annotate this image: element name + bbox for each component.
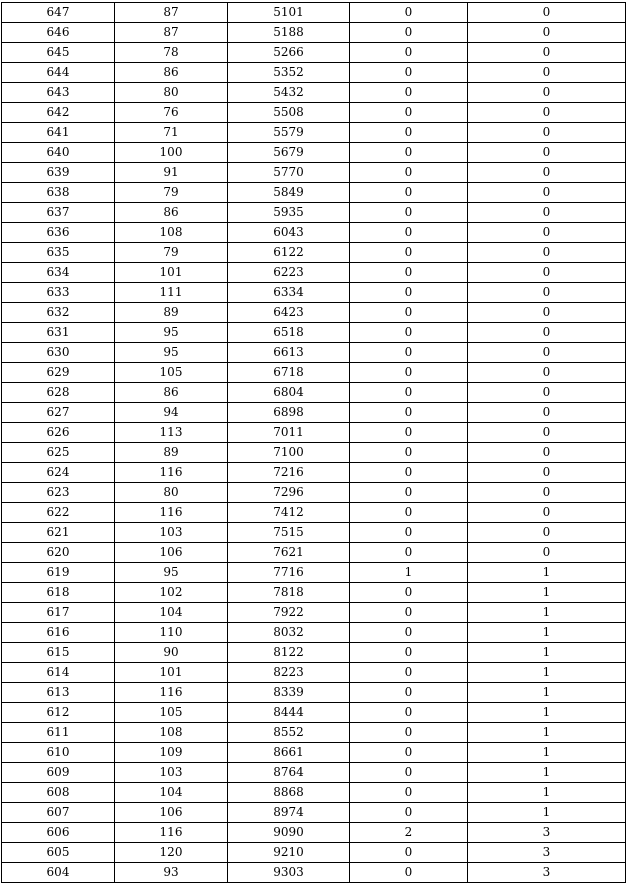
- special-count-cell: 0: [350, 263, 468, 283]
- cumulative-special-cell: 0: [468, 523, 626, 543]
- count-cell: 105: [115, 703, 228, 723]
- count-cell: 106: [115, 543, 228, 563]
- special-count-cell: 0: [350, 343, 468, 363]
- score-cell: 645: [2, 43, 115, 63]
- count-cell: 100: [115, 143, 228, 163]
- cumulative-count-cell: 8339: [228, 683, 350, 703]
- cumulative-count-cell: 5579: [228, 123, 350, 143]
- count-cell: 104: [115, 603, 228, 623]
- table-row: [2, 403, 626, 423]
- count-cell: 101: [115, 663, 228, 683]
- table-row: [2, 863, 626, 883]
- special-count-cell: 0: [350, 623, 468, 643]
- cumulative-count-cell: 5432: [228, 83, 350, 103]
- table-row: [2, 63, 626, 83]
- count-cell: 102: [115, 583, 228, 603]
- cumulative-special-cell: 0: [468, 3, 626, 23]
- table-row: [2, 783, 626, 803]
- special-count-cell: 0: [350, 743, 468, 763]
- cumulative-special-cell: 1: [468, 563, 626, 583]
- score-cell: 605: [2, 843, 115, 863]
- cumulative-count-cell: 7412: [228, 503, 350, 523]
- score-cell: 618: [2, 583, 115, 603]
- table-row: [2, 203, 626, 223]
- cumulative-count-cell: 6223: [228, 263, 350, 283]
- cumulative-special-cell: 1: [468, 703, 626, 723]
- count-cell: 108: [115, 223, 228, 243]
- table-row: [2, 363, 626, 383]
- score-cell: 619: [2, 563, 115, 583]
- count-cell: 101: [115, 263, 228, 283]
- cumulative-special-cell: 0: [468, 363, 626, 383]
- cumulative-count-cell: 8868: [228, 783, 350, 803]
- cumulative-special-cell: 0: [468, 143, 626, 163]
- score-cell: 616: [2, 623, 115, 643]
- score-cell: 641: [2, 123, 115, 143]
- special-count-cell: 0: [350, 43, 468, 63]
- special-count-cell: 0: [350, 63, 468, 83]
- cumulative-special-cell: 0: [468, 203, 626, 223]
- cumulative-special-cell: 0: [468, 183, 626, 203]
- table-row: [2, 843, 626, 863]
- table-row: [2, 423, 626, 443]
- table-row: [2, 303, 626, 323]
- count-cell: 95: [115, 323, 228, 343]
- special-count-cell: 0: [350, 523, 468, 543]
- cumulative-count-cell: 8552: [228, 723, 350, 743]
- cumulative-count-cell: 5352: [228, 63, 350, 83]
- count-cell: 86: [115, 383, 228, 403]
- table-row: [2, 583, 626, 603]
- count-cell: 89: [115, 443, 228, 463]
- score-cell: 609: [2, 763, 115, 783]
- table-row: [2, 823, 626, 843]
- table-row: [2, 663, 626, 683]
- cumulative-special-cell: 1: [468, 623, 626, 643]
- cumulative-special-cell: 0: [468, 83, 626, 103]
- cumulative-special-cell: 0: [468, 323, 626, 343]
- score-cell: 631: [2, 323, 115, 343]
- cumulative-special-cell: 1: [468, 643, 626, 663]
- count-cell: 111: [115, 283, 228, 303]
- cumulative-count-cell: 5188: [228, 23, 350, 43]
- count-cell: 93: [115, 863, 228, 883]
- cumulative-count-cell: 6613: [228, 343, 350, 363]
- table-row: [2, 383, 626, 403]
- cumulative-special-cell: 0: [468, 23, 626, 43]
- special-count-cell: 0: [350, 83, 468, 103]
- count-cell: 116: [115, 463, 228, 483]
- table-row: [2, 703, 626, 723]
- cumulative-count-cell: 6518: [228, 323, 350, 343]
- special-count-cell: 0: [350, 643, 468, 663]
- count-cell: 104: [115, 783, 228, 803]
- count-cell: 116: [115, 503, 228, 523]
- cumulative-count-cell: 5266: [228, 43, 350, 63]
- table-row: [2, 343, 626, 363]
- score-cell: 646: [2, 23, 115, 43]
- special-count-cell: 0: [350, 203, 468, 223]
- special-count-cell: 0: [350, 683, 468, 703]
- cumulative-special-cell: 0: [468, 223, 626, 243]
- special-count-cell: 0: [350, 143, 468, 163]
- score-cell: 617: [2, 603, 115, 623]
- special-count-cell: 0: [350, 603, 468, 623]
- score-cell: 629: [2, 363, 115, 383]
- cumulative-count-cell: 6804: [228, 383, 350, 403]
- score-cell: 622: [2, 503, 115, 523]
- count-cell: 94: [115, 403, 228, 423]
- count-cell: 76: [115, 103, 228, 123]
- cumulative-special-cell: 0: [468, 283, 626, 303]
- table-row: [2, 563, 626, 583]
- table-row: [2, 283, 626, 303]
- count-cell: 87: [115, 3, 228, 23]
- cumulative-special-cell: 0: [468, 403, 626, 423]
- special-count-cell: 0: [350, 803, 468, 823]
- score-cell: 606: [2, 823, 115, 843]
- cumulative-count-cell: 7922: [228, 603, 350, 623]
- special-count-cell: 0: [350, 443, 468, 463]
- cumulative-count-cell: 5508: [228, 103, 350, 123]
- score-cell: 620: [2, 543, 115, 563]
- special-count-cell: 0: [350, 503, 468, 523]
- score-cell: 638: [2, 183, 115, 203]
- cumulative-count-cell: 9303: [228, 863, 350, 883]
- special-count-cell: 0: [350, 303, 468, 323]
- count-cell: 95: [115, 343, 228, 363]
- count-cell: 106: [115, 803, 228, 823]
- special-count-cell: 0: [350, 3, 468, 23]
- score-cell: 611: [2, 723, 115, 743]
- table-row: [2, 123, 626, 143]
- special-count-cell: 0: [350, 863, 468, 883]
- cumulative-count-cell: 6334: [228, 283, 350, 303]
- score-cell: 610: [2, 743, 115, 763]
- table-row: [2, 143, 626, 163]
- cumulative-count-cell: 7011: [228, 423, 350, 443]
- score-cell: 626: [2, 423, 115, 443]
- table-row: [2, 503, 626, 523]
- count-cell: 80: [115, 483, 228, 503]
- special-count-cell: 0: [350, 223, 468, 243]
- score-cell: 608: [2, 783, 115, 803]
- special-count-cell: 0: [350, 283, 468, 303]
- score-cell: 615: [2, 643, 115, 663]
- cumulative-special-cell: 3: [468, 843, 626, 863]
- cumulative-special-cell: 0: [468, 463, 626, 483]
- table-row: [2, 483, 626, 503]
- table-row: [2, 463, 626, 483]
- cumulative-special-cell: 1: [468, 803, 626, 823]
- cumulative-count-cell: 5101: [228, 3, 350, 23]
- count-cell: 120: [115, 843, 228, 863]
- cumulative-special-cell: 1: [468, 683, 626, 703]
- table-row: [2, 723, 626, 743]
- special-count-cell: 1: [350, 563, 468, 583]
- count-cell: 89: [115, 303, 228, 323]
- table-row: [2, 243, 626, 263]
- score-cell: 628: [2, 383, 115, 403]
- special-count-cell: 0: [350, 703, 468, 723]
- cumulative-count-cell: 7296: [228, 483, 350, 503]
- cumulative-count-cell: 7716: [228, 563, 350, 583]
- cumulative-count-cell: 8444: [228, 703, 350, 723]
- table-row: [2, 323, 626, 343]
- cumulative-count-cell: 8661: [228, 743, 350, 763]
- cumulative-count-cell: 7515: [228, 523, 350, 543]
- cumulative-special-cell: 1: [468, 743, 626, 763]
- count-cell: 86: [115, 63, 228, 83]
- score-cell: 604: [2, 863, 115, 883]
- cumulative-special-cell: 0: [468, 543, 626, 563]
- cumulative-count-cell: 7818: [228, 583, 350, 603]
- count-cell: 71: [115, 123, 228, 143]
- special-count-cell: 0: [350, 103, 468, 123]
- table-row: [2, 543, 626, 563]
- cumulative-count-cell: 8764: [228, 763, 350, 783]
- count-cell: 79: [115, 183, 228, 203]
- cumulative-special-cell: 0: [468, 63, 626, 83]
- cumulative-count-cell: 6122: [228, 243, 350, 263]
- score-cell: 633: [2, 283, 115, 303]
- table-row: [2, 603, 626, 623]
- cumulative-special-cell: 1: [468, 603, 626, 623]
- special-count-cell: 0: [350, 423, 468, 443]
- special-count-cell: 0: [350, 363, 468, 383]
- cumulative-count-cell: 5849: [228, 183, 350, 203]
- score-cell: 614: [2, 663, 115, 683]
- table-row: [2, 223, 626, 243]
- table-row: [2, 103, 626, 123]
- special-count-cell: 0: [350, 763, 468, 783]
- table-row: [2, 263, 626, 283]
- table-row: [2, 163, 626, 183]
- score-cell: 621: [2, 523, 115, 543]
- cumulative-special-cell: 0: [468, 503, 626, 523]
- special-count-cell: 0: [350, 403, 468, 423]
- cumulative-special-cell: 1: [468, 723, 626, 743]
- special-count-cell: 0: [350, 463, 468, 483]
- score-cell: 632: [2, 303, 115, 323]
- cumulative-special-cell: 0: [468, 383, 626, 403]
- cumulative-special-cell: 0: [468, 443, 626, 463]
- cumulative-special-cell: 0: [468, 103, 626, 123]
- count-cell: 78: [115, 43, 228, 63]
- special-count-cell: 0: [350, 663, 468, 683]
- cumulative-special-cell: 0: [468, 163, 626, 183]
- table-row: [2, 623, 626, 643]
- table-row: [2, 443, 626, 463]
- cumulative-count-cell: 5770: [228, 163, 350, 183]
- cumulative-special-cell: 3: [468, 823, 626, 843]
- score-cell: 607: [2, 803, 115, 823]
- cumulative-special-cell: 1: [468, 783, 626, 803]
- cumulative-count-cell: 9210: [228, 843, 350, 863]
- table-body: [2, 3, 626, 883]
- cumulative-count-cell: 5679: [228, 143, 350, 163]
- score-cell: 630: [2, 343, 115, 363]
- cumulative-special-cell: 0: [468, 123, 626, 143]
- score-cell: 625: [2, 443, 115, 463]
- special-count-cell: 0: [350, 123, 468, 143]
- count-cell: 116: [115, 683, 228, 703]
- special-count-cell: 0: [350, 383, 468, 403]
- cumulative-special-cell: 0: [468, 423, 626, 443]
- cumulative-count-cell: 9090: [228, 823, 350, 843]
- special-count-cell: 2: [350, 823, 468, 843]
- score-cell: 639: [2, 163, 115, 183]
- cumulative-special-cell: 0: [468, 263, 626, 283]
- score-cell: 644: [2, 63, 115, 83]
- score-cell: 637: [2, 203, 115, 223]
- special-count-cell: 0: [350, 783, 468, 803]
- cumulative-special-cell: 1: [468, 763, 626, 783]
- score-cell: 634: [2, 263, 115, 283]
- special-count-cell: 0: [350, 23, 468, 43]
- table-row: [2, 683, 626, 703]
- count-cell: 108: [115, 723, 228, 743]
- table-row: [2, 523, 626, 543]
- special-count-cell: 0: [350, 543, 468, 563]
- cumulative-count-cell: 8974: [228, 803, 350, 823]
- special-count-cell: 0: [350, 583, 468, 603]
- count-cell: 80: [115, 83, 228, 103]
- score-cell: 640: [2, 143, 115, 163]
- score-cell: 642: [2, 103, 115, 123]
- count-cell: 91: [115, 163, 228, 183]
- special-count-cell: 0: [350, 163, 468, 183]
- score-cell: 636: [2, 223, 115, 243]
- cumulative-special-cell: 0: [468, 43, 626, 63]
- cumulative-special-cell: 0: [468, 303, 626, 323]
- score-cell: 635: [2, 243, 115, 263]
- cumulative-count-cell: 8223: [228, 663, 350, 683]
- cumulative-special-cell: 0: [468, 343, 626, 363]
- count-cell: 109: [115, 743, 228, 763]
- table-row: [2, 43, 626, 63]
- special-count-cell: 0: [350, 483, 468, 503]
- cumulative-count-cell: 6423: [228, 303, 350, 323]
- cumulative-count-cell: 6898: [228, 403, 350, 423]
- special-count-cell: 0: [350, 183, 468, 203]
- count-cell: 116: [115, 823, 228, 843]
- cumulative-special-cell: 1: [468, 663, 626, 683]
- table-row: [2, 83, 626, 103]
- cumulative-count-cell: 8032: [228, 623, 350, 643]
- cumulative-special-cell: 0: [468, 483, 626, 503]
- cumulative-count-cell: 6718: [228, 363, 350, 383]
- table-row: [2, 23, 626, 43]
- count-cell: 103: [115, 763, 228, 783]
- cumulative-count-cell: 5935: [228, 203, 350, 223]
- count-cell: 103: [115, 523, 228, 543]
- count-cell: 113: [115, 423, 228, 443]
- cumulative-count-cell: 8122: [228, 643, 350, 663]
- count-cell: 79: [115, 243, 228, 263]
- special-count-cell: 0: [350, 243, 468, 263]
- count-cell: 90: [115, 643, 228, 663]
- table-row: [2, 643, 626, 663]
- score-cell: 623: [2, 483, 115, 503]
- score-cell: 647: [2, 3, 115, 23]
- score-cell: 624: [2, 463, 115, 483]
- score-cell: 627: [2, 403, 115, 423]
- cumulative-count-cell: 7621: [228, 543, 350, 563]
- score-cell: 613: [2, 683, 115, 703]
- count-cell: 95: [115, 563, 228, 583]
- cumulative-count-cell: 7216: [228, 463, 350, 483]
- score-cell: 612: [2, 703, 115, 723]
- count-cell: 86: [115, 203, 228, 223]
- cumulative-special-cell: 3: [468, 863, 626, 883]
- count-cell: 110: [115, 623, 228, 643]
- special-count-cell: 0: [350, 843, 468, 863]
- table-row: [2, 183, 626, 203]
- count-cell: 105: [115, 363, 228, 383]
- cumulative-special-cell: 0: [468, 243, 626, 263]
- cumulative-special-cell: 1: [468, 583, 626, 603]
- score-distribution-table: [1, 2, 626, 883]
- special-count-cell: 0: [350, 723, 468, 743]
- count-cell: 87: [115, 23, 228, 43]
- table-row: [2, 743, 626, 763]
- cumulative-count-cell: 7100: [228, 443, 350, 463]
- table-row: [2, 3, 626, 23]
- special-count-cell: 0: [350, 323, 468, 343]
- score-cell: 643: [2, 83, 115, 103]
- table-row: [2, 803, 626, 823]
- table-row: [2, 763, 626, 783]
- cumulative-count-cell: 6043: [228, 223, 350, 243]
